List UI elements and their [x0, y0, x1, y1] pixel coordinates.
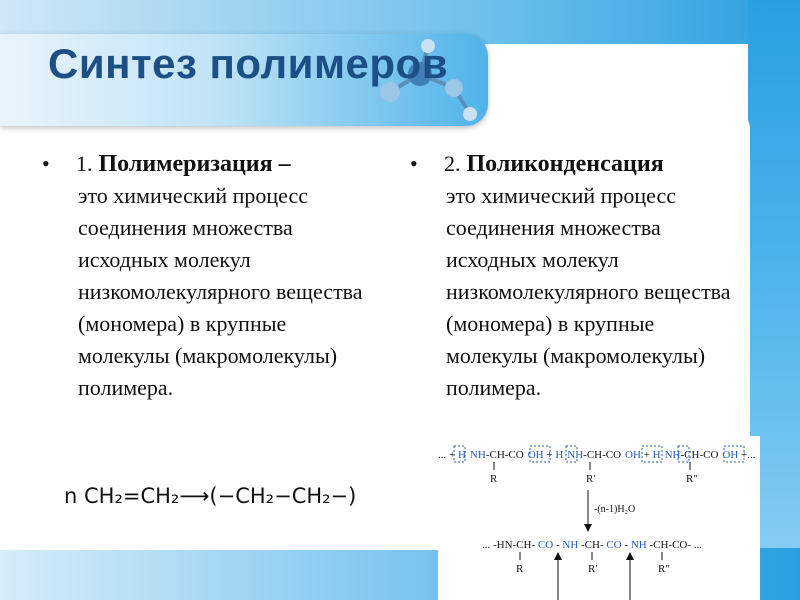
reaction-highlight: H	[555, 449, 564, 461]
reaction-highlight: NH	[567, 449, 584, 461]
bullet-dot-icon: •	[42, 151, 50, 176]
polycondensation-reaction-diagram	[438, 436, 760, 600]
water-elimination: -(n-1)H₂O	[594, 504, 636, 515]
polycondensation-term: Поликонденсация	[466, 151, 664, 177]
reaction-highlight: NH	[562, 539, 579, 551]
reaction-text: -CH-CO	[485, 449, 524, 461]
reaction-text: ... -HN-CH-	[482, 539, 538, 551]
reaction-highlight: NH	[469, 449, 486, 461]
reaction-highlight: H	[652, 449, 661, 461]
substituent-label: R′	[588, 563, 598, 575]
substituent-label: R″	[686, 473, 698, 485]
substituent-label: R	[490, 473, 498, 485]
reaction-highlight: CO	[606, 539, 622, 551]
svg-text:... + HNH-CH-COOH + HNH-CH-COO	[438, 449, 756, 461]
polymerization-formula: n CH₂=CH₂⟶(−CH₂−CH₂−)	[64, 484, 357, 508]
reaction-highlight: OH	[625, 449, 641, 461]
page-title: Синтез полимеров	[48, 40, 449, 87]
reaction-text: -CH-	[578, 539, 607, 551]
substituent-label: R′	[586, 473, 596, 485]
item-number: 2.	[444, 151, 461, 176]
substituent-label: R	[516, 563, 524, 575]
svg-text:... -HN-CH- CO - NH -CH- CO -	[482, 539, 702, 551]
polycondensation-heading	[410, 148, 730, 180]
polymerization-heading	[42, 148, 362, 180]
reaction-highlight: NH	[630, 539, 647, 551]
polycondensation-description: это химический процесс соединения множества исходных молекул низкомолекулярного вещества (мономера) в крупные молекулы (макромолекулы) полимера.	[446, 183, 731, 400]
reaction-text: -CH-CO	[583, 449, 622, 461]
reaction-text: -	[621, 539, 631, 551]
reaction-highlight: NH	[664, 449, 681, 461]
reaction-highlight: OH	[722, 449, 739, 461]
reaction-text: +	[543, 449, 556, 461]
polymerization-column	[42, 148, 362, 404]
reaction-text: -	[553, 539, 563, 551]
reaction-text: ... +	[438, 449, 458, 461]
reaction-text: +	[640, 449, 653, 461]
reaction-text: -CH-CO- ...	[646, 539, 703, 551]
reaction-highlight: CO	[537, 539, 554, 551]
substituent-label: R″	[658, 563, 670, 575]
polycondensation-column	[410, 148, 730, 404]
item-number: 1.	[76, 151, 93, 176]
reaction-highlight: OH	[527, 449, 544, 461]
polymerization-description: это химический процесс соединения множества исходных молекул низкомолекулярного вещества (мономера) в крупные молекулы (макромолекулы) полимера.	[78, 183, 363, 400]
reaction-text: +...	[738, 449, 756, 461]
polymerization-term: Полимеризация –	[98, 151, 291, 177]
reaction-highlight: H	[457, 449, 466, 461]
bullet-dot-icon: •	[410, 151, 418, 176]
reaction-text: -CH-CO	[680, 449, 719, 461]
